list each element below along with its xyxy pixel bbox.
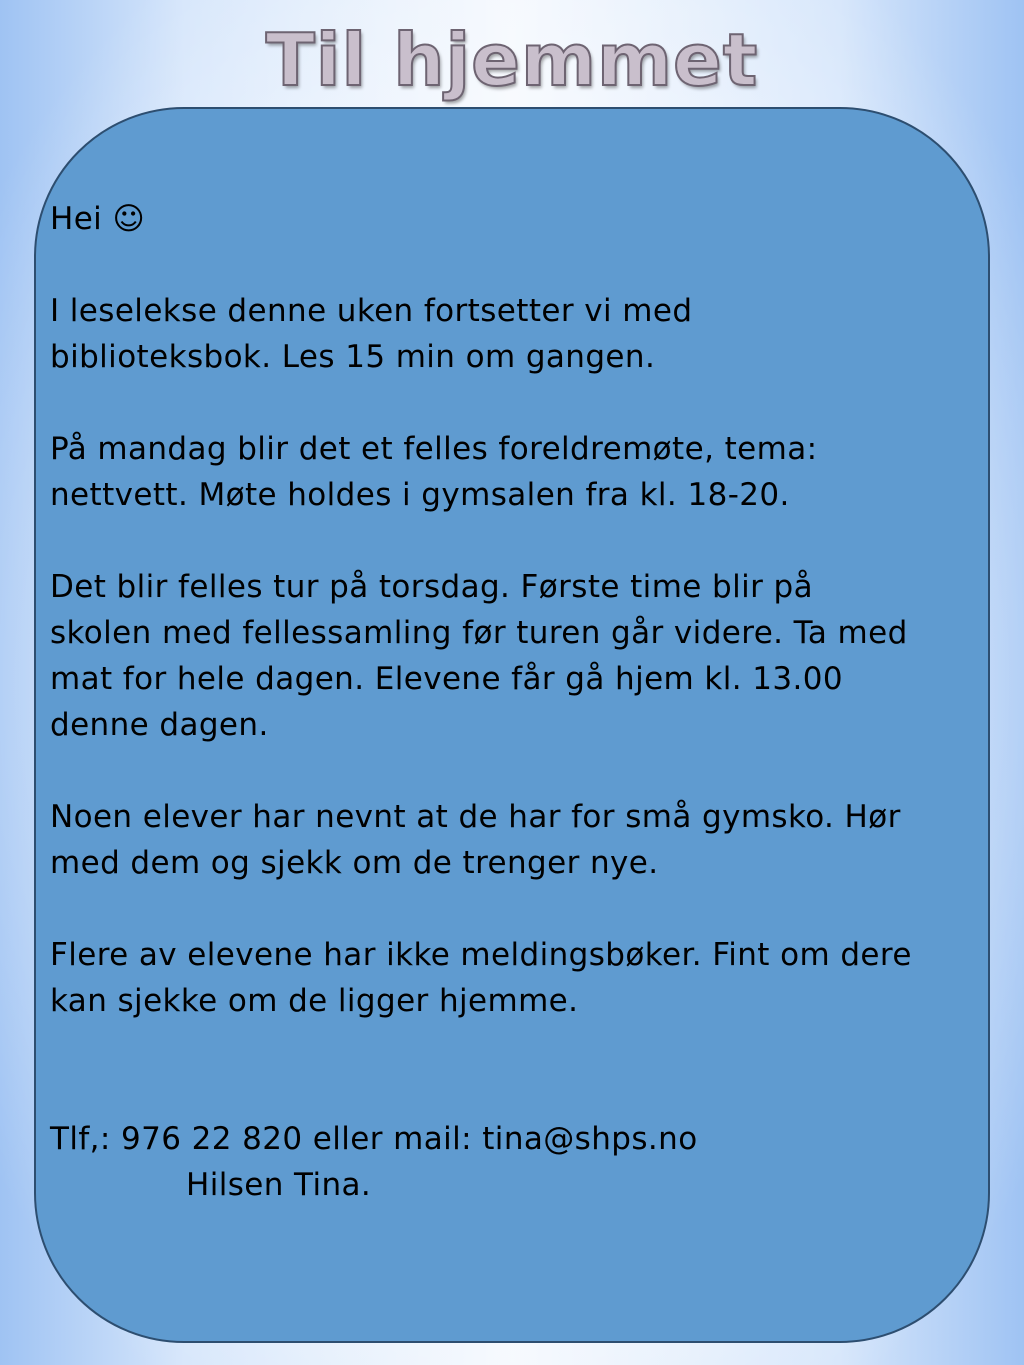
contact-info: Tlf,: 976 22 820 eller mail: tina@shps.no [50,1121,698,1157]
paragraph-message-books-line-1: Flere av elevene har ikke meldingsbøker. Fint om dere [50,937,912,973]
letter-body [50,196,985,1208]
paragraph-homework-line-1: I leselekse denne uken fortsetter vi med [50,293,693,329]
spacer [50,748,985,794]
spacer [50,242,985,288]
spacer [50,1024,985,1116]
spacer [50,380,985,426]
paragraph-trip-line-1: Det blir felles tur på torsdag. Første time blir på [50,569,813,605]
paragraph-meeting-line-2: nettvett. Møte holdes i gymsalen fra kl. 18-20. [50,477,790,513]
paragraph-gym-shoes-line-1: Noen elever har nevnt at de har for små gymsko. Hør [50,799,901,835]
spacer [50,886,985,932]
page-title: Til hjemmet [265,18,759,102]
paragraph-trip-line-4: denne dagen. [50,707,269,743]
paragraph-meeting-line-1: På mandag blir det et felles foreldremøte, tema: [50,431,818,467]
paragraph-gym-shoes-line-2: med dem og sjekk om de trenger nye. [50,845,659,881]
signature: Hilsen Tina. [186,1167,372,1203]
paragraph-message-books-line-2: kan sjekke om de ligger hjemme. [50,983,579,1019]
paragraph-trip-line-3: mat for hele dagen. Elevene får gå hjem kl. 13.00 [50,661,844,697]
paragraph-homework-line-2: biblioteksbok. Les 15 min om gangen. [50,339,656,375]
greeting: Hei ☺ [50,201,146,237]
spacer [50,518,985,564]
paragraph-trip-line-2: skolen med fellessamling før turen går videre. Ta med [50,615,908,651]
